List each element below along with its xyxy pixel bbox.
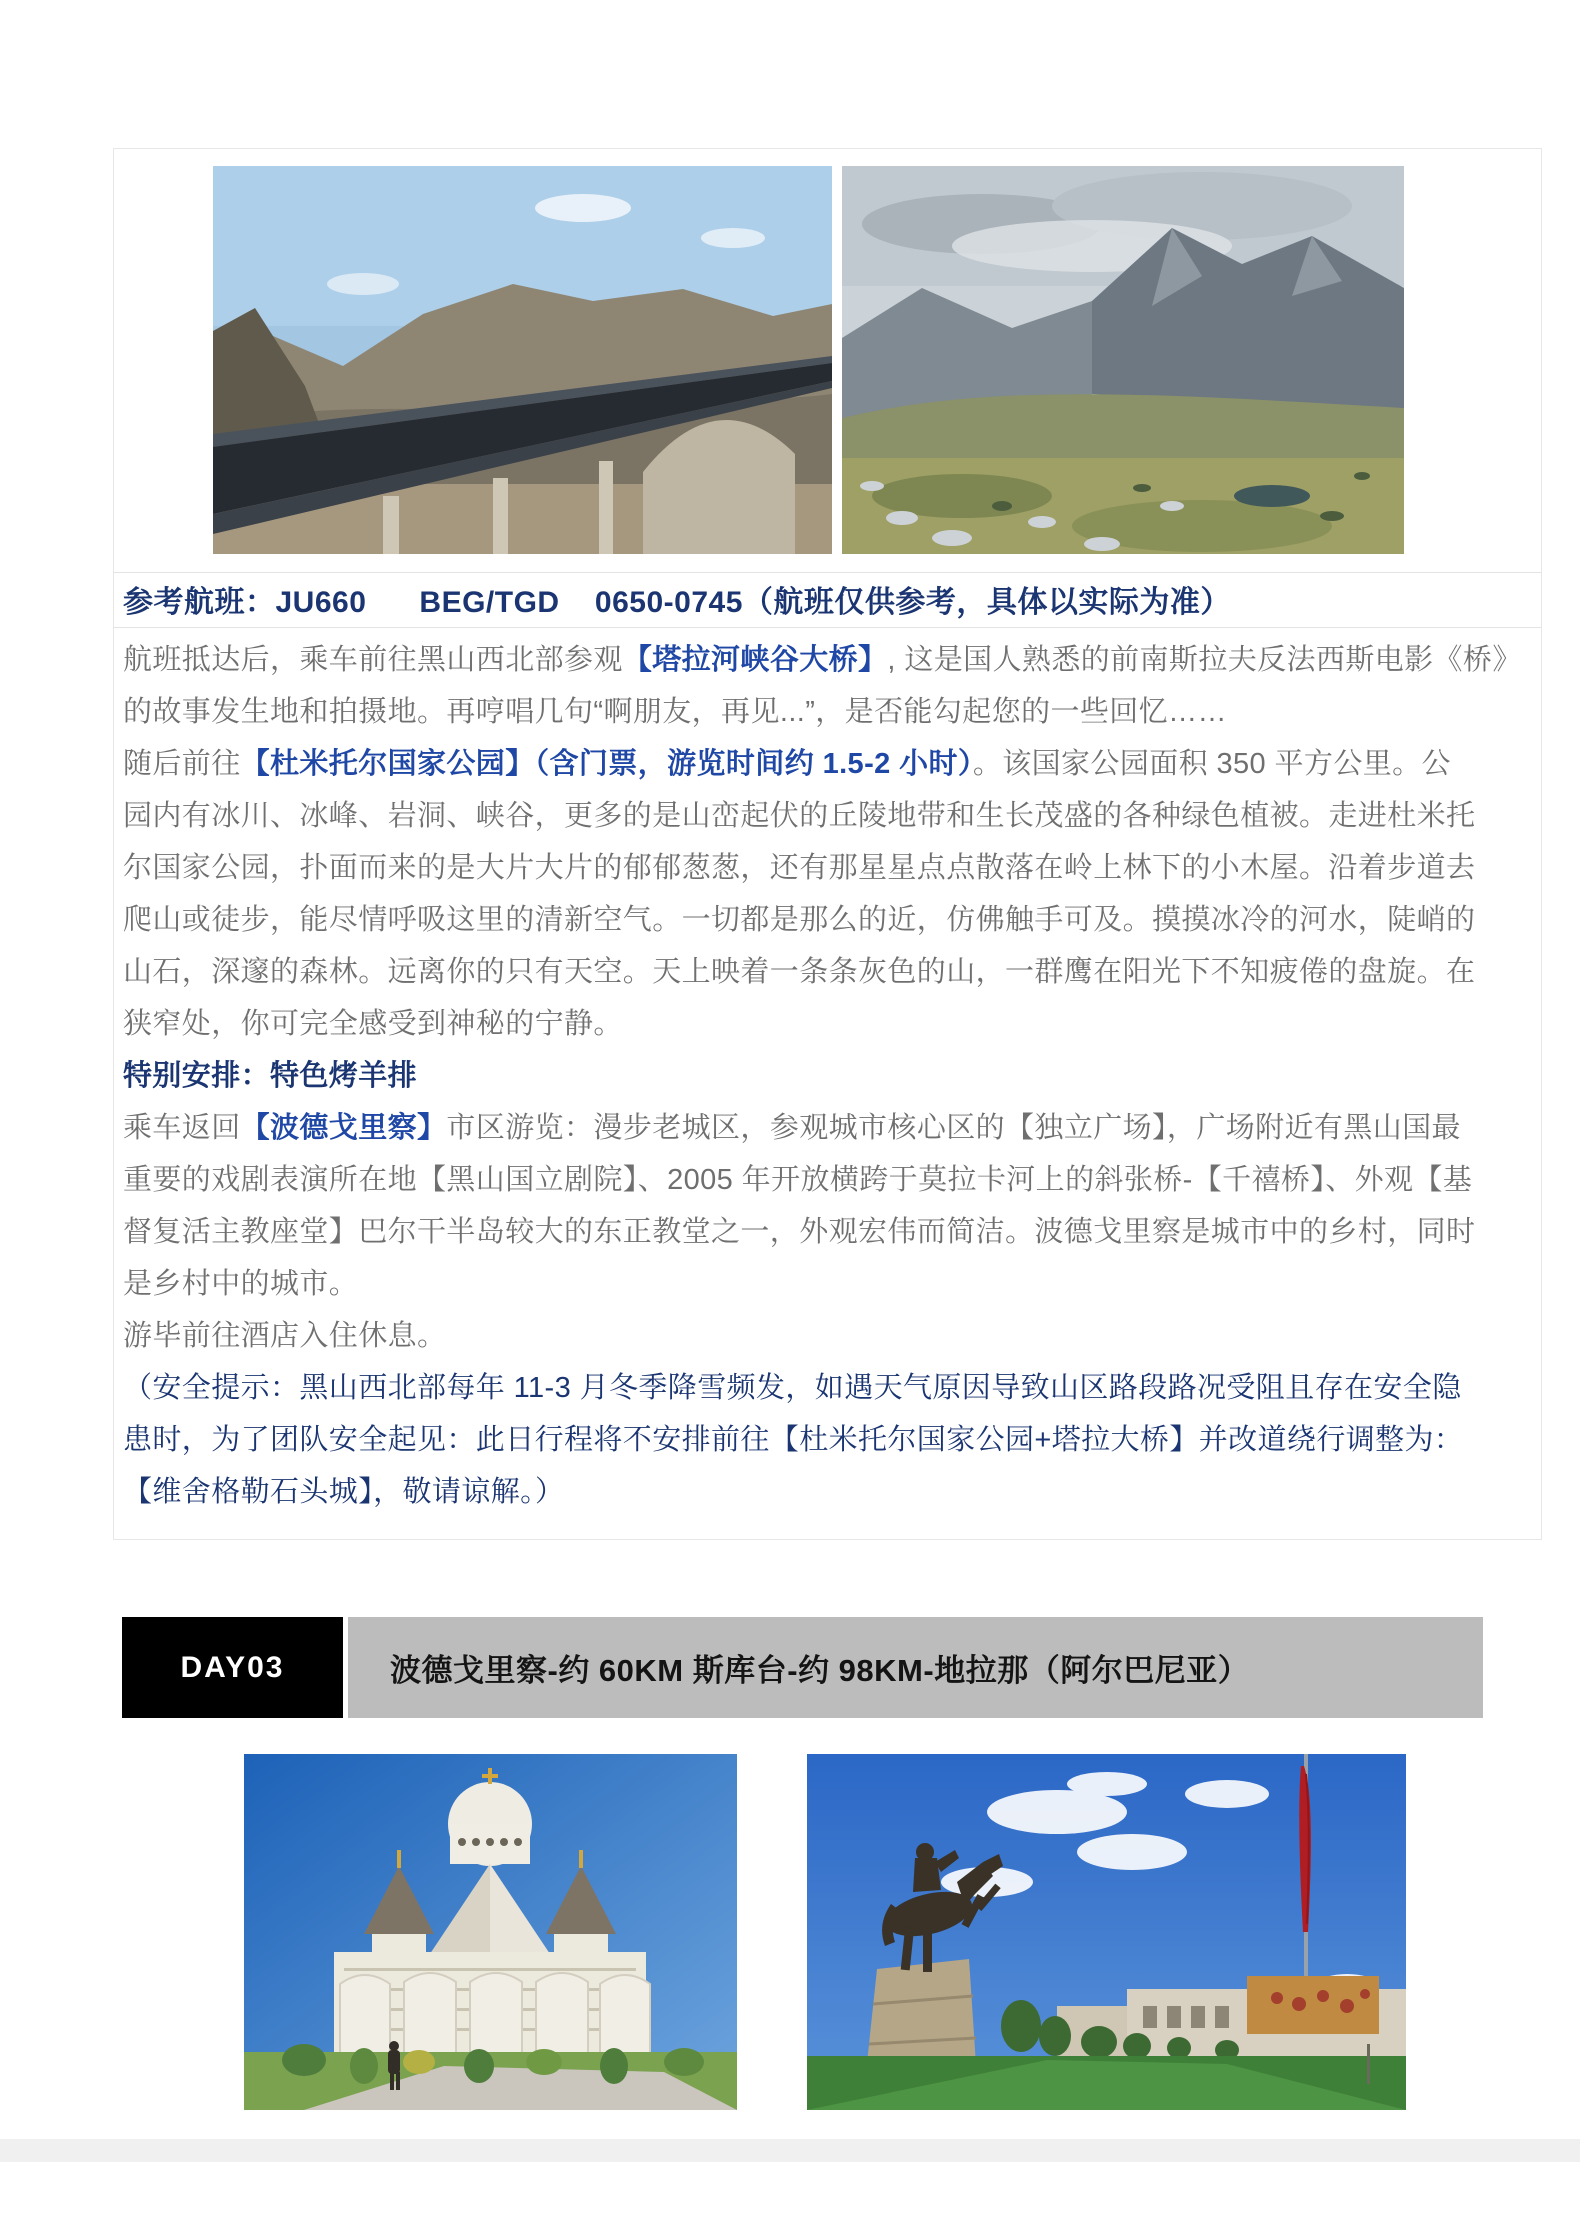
text-line (123, 1154, 1535, 1206)
text-segment: 患时，为了团队安全起见：此日行程将不安排前往【杜米托尔国家公园+塔拉大桥】并改道绕行调整为： (123, 1424, 1464, 1456)
text-line (123, 790, 1535, 842)
text-segment: 特别安排：特色烤羊排 (123, 1060, 418, 1092)
itinerary-text (123, 634, 1535, 1518)
text-segment: 园内有冰川、冰峰、岩洞、峡谷，更多的是山峦起伏的丘陵地带和生长茂盛的各种绿色植被。走进杜米托 (123, 800, 1476, 832)
text-segment: 的故事发生地和拍摄地。再哼唱几句“啊朋友，再见...”，是否能勾起您的一些回忆…… (123, 696, 1227, 728)
text-line (123, 634, 1535, 686)
text-line (123, 1050, 1535, 1102)
text-segment: 爬山或徒步，能尽情呼吸这里的清新空气。一切都是那么的近，仿佛触手可及。摸摸冰冷的河水，陡峭的 (123, 904, 1476, 936)
text-segment: 。该国家公园面积 350 平方公里。公 (972, 748, 1451, 780)
page-gap-band (0, 2139, 1580, 2162)
text-segment: 是乡村中的城市。 (123, 1268, 359, 1300)
text-segment: 随后前往 (123, 748, 241, 780)
text-line (123, 686, 1535, 738)
text-line (123, 894, 1535, 946)
tirana-skanderbeg-photo (807, 1754, 1406, 2110)
text-segment: 乘车返回 (123, 1112, 241, 1144)
text-segment: 狭窄处，你可完全感受到神秘的宁静。 (123, 1008, 623, 1040)
text-segment: （安全提示：黑山西北部每年 11-3 月冬季降雪频发，如遇天气原因导致山区路段路况受阻且存在安全隐 (123, 1372, 1462, 1404)
text-line (123, 1310, 1535, 1362)
text-segment: 游毕前往酒店入住休息。 (123, 1320, 447, 1352)
text-line (123, 1206, 1535, 1258)
text-line (123, 738, 1535, 790)
text-segment: 督复活主教座堂】巴尔干半岛较大的东正教堂之一，外观宏伟而简洁。波德戈里察是城市中的乡村，同时 (123, 1216, 1476, 1248)
text-segment: 重要的戏剧表演所在地【黑山国立剧院】、2005 年开放横跨于莫拉卡河上的斜张桥-【千禧桥】、外观【基 (123, 1164, 1473, 1196)
text-line (123, 998, 1535, 1050)
day03-header-row (122, 1617, 1483, 1718)
highlight-attraction: 【杜米托尔国家公园】（含门票，游览时间约 1.5-2 小时） (240, 748, 973, 780)
day03-title: 波德戈里察-约 60KM 斯库台-约 98KM-地拉那（阿尔巴尼亚） (390, 1653, 1250, 1688)
text-line (123, 1466, 1535, 1518)
text-segment: 航班抵达后，乘车前往黑山西北部参观 (123, 644, 623, 676)
durmitor-park-photo (842, 166, 1404, 554)
text-segment: 山石，深邃的森林。远离你的只有天空。天上映着一条条灰色的山，一群鹰在阳光下不知疲倦的盘旋。在 (123, 956, 1476, 988)
divider-top (113, 572, 1541, 573)
text-line (123, 1258, 1535, 1310)
divider-bottom (113, 627, 1541, 628)
tara-canyon-bridge-photo (213, 166, 832, 554)
text-line (123, 1102, 1535, 1154)
text-segment: 市区游览：漫步老城区，参观城市核心区的【独立广场】，广场附近有黑山国最 (446, 1112, 1461, 1144)
text-line (123, 1414, 1535, 1466)
text-line (123, 842, 1535, 894)
text-segment: , 这是国人熟悉的前南斯拉夫反法西斯电影《桥》 (887, 644, 1522, 676)
flight-reference-line: 参考航班：JU660 BEG/TGD 0650-0745（航班仅供参考，具体以实际为准） (123, 586, 1231, 619)
text-segment: 【维舍格勒石头城】，敬请谅解。） (123, 1476, 565, 1508)
text-line (123, 1362, 1535, 1414)
text-segment: 尔国家公园，扑面而来的是大片大片的郁郁葱葱，还有那星星点点散落在岭上林下的小木屋。沿着步道去 (123, 852, 1476, 884)
day03-title-bar (348, 1617, 1483, 1718)
day03-badge: DAY03 (122, 1617, 343, 1718)
text-line (123, 946, 1535, 998)
podgorica-cathedral-photo (244, 1754, 737, 2110)
highlight-attraction: 【塔拉河峡谷大桥】 (622, 644, 888, 676)
highlight-attraction: 【波德戈里察】 (240, 1112, 447, 1144)
